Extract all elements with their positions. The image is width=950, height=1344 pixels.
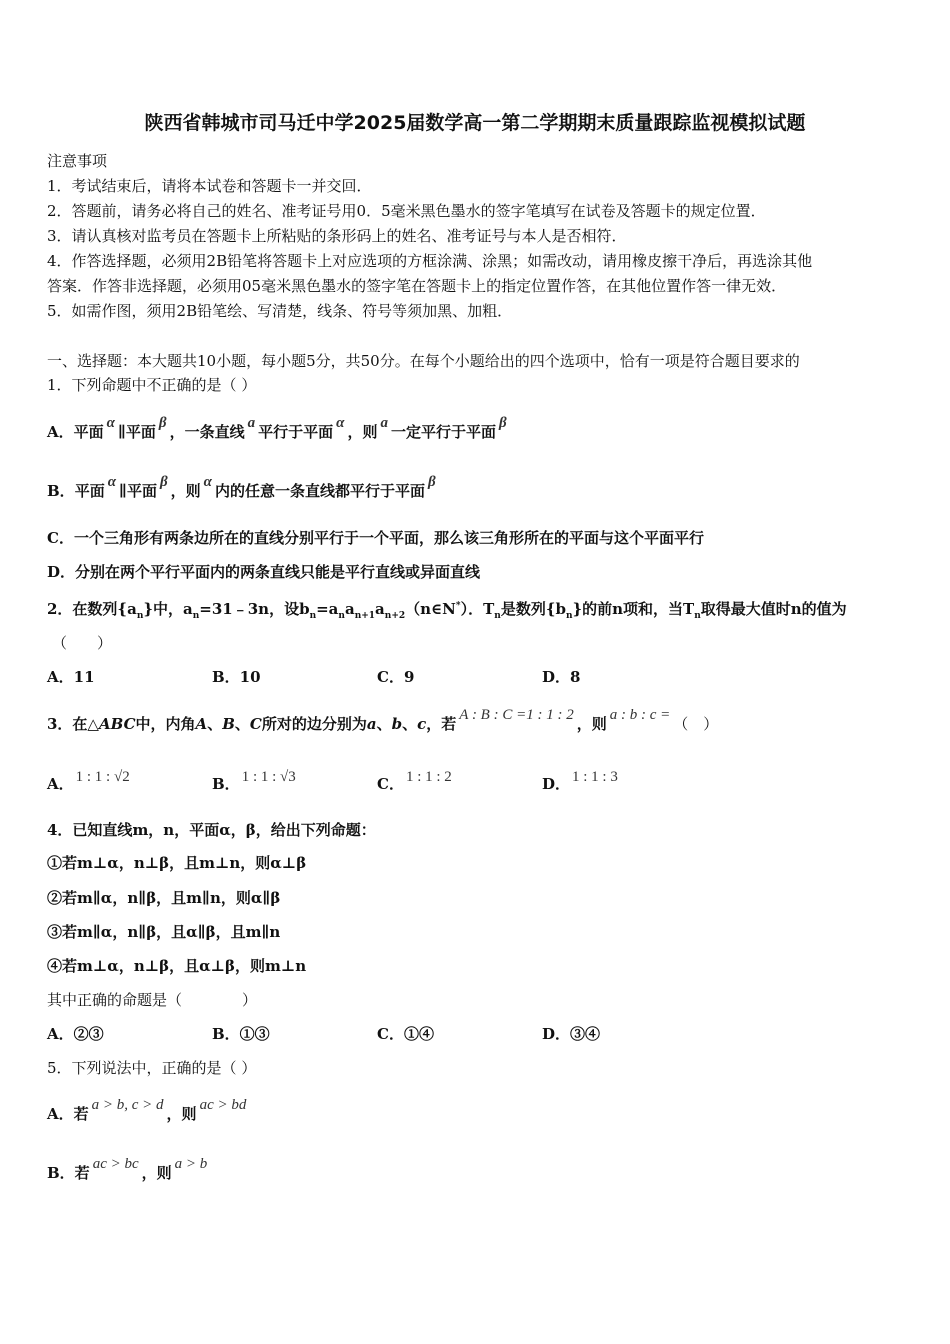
q4-proposition: ①若m⊥α，n⊥β，且m⊥n，则α⊥β xyxy=(47,854,307,872)
q4-proposition: ④若m⊥α，n⊥β，且α⊥β，则m⊥n xyxy=(47,957,307,975)
note-item: 5．如需作图，须用2B铅笔绘、写清楚，线条、符号等须加黑、加粗． xyxy=(47,302,513,320)
q3-option-d: D． 1 : 1 : 3 xyxy=(542,769,618,793)
q1-option-d: D．分别在两个平行平面内的两条直线只能是平行直线或异面直线 xyxy=(47,563,481,581)
page-title: 陕西省韩城市司马迁中学2025届数学高一第二学期期末质量跟踪监视模拟试题 xyxy=(144,112,806,134)
note-item: 3．请认真核对监考员在答题卡上所粘贴的条形码上的姓名、准考证号与本人是否相符． xyxy=(47,227,627,245)
section-heading: 一、选择题：本大题共10小题，每小题5分，共50分。在每个小题给出的四个选项中，恰有一项是符合题目要求的 xyxy=(47,352,800,370)
q3-option-a: A． 1 : 1 : √2 xyxy=(47,769,130,793)
question-2-paren: （ ） xyxy=(52,634,113,652)
question-4-stem: 4．已知直线m，n，平面α，β，给出下列命题： xyxy=(47,821,376,839)
q4-option-a: A．②③ xyxy=(47,1025,104,1043)
q3-option-c: C． 1 : 1 : 2 xyxy=(377,769,452,793)
q4-proposition: ③若m∥α，n∥β，且α∥β，且m∥n xyxy=(47,923,281,941)
q4-option-b: B．①③ xyxy=(212,1025,270,1043)
note-item: 2．答题前，请务必将自己的姓名、准考证号用0．5毫米黑色墨水的签字笔填写在试卷及答题卡的规定位置． xyxy=(47,202,766,220)
note-item: 4．作答选择题，必须用2B铅笔将答题卡上对应选项的方框涂满、涂黑；如需改动，请用橡皮擦干净后，再选涂其他 xyxy=(47,252,813,270)
notes-heading: 注意事项 xyxy=(47,152,108,170)
q2-option-a: A．11 xyxy=(47,668,95,686)
question-2-stem: 2．在数列$\{a_n\}$中，$a_n=31﹣3n$，设$b_n=a_na_{n+1}a_{n+2}(n\in N^*)$．$T_n$是数列$\{b_n\}$的前n项和，当$T_n$取得最大值时n的值为 xyxy=(47,600,847,621)
q4-option-c: C．①④ xyxy=(377,1025,434,1043)
q1-option-a: A．平面 α ∥平面 β ，一条直线 a 平行于平面 α ，则 a 一定平行于平面 β xyxy=(47,415,507,441)
note-item: 1．考试结束后，请将本试卷和答题卡一并交回． xyxy=(47,177,372,195)
q3-option-b: B． 1 : 1 : √3 xyxy=(212,769,296,793)
question-4-ask: 其中正确的命题是（ ） xyxy=(47,991,258,1009)
note-item: 答案．作答非选择题，必须用05毫米黑色墨水的签字笔在答题卡上的指定位置作答，在其他位置作答一律无效． xyxy=(47,277,787,295)
question-1-stem: 1．下列命题中不正确的是（ ） xyxy=(47,376,257,394)
question-3-stem: 3．在△ABC中，内角A、B、C所对的边分别为a、b、c，若 A : B : C =1 : 1 : 2 ，则 a : b : c = （ ） xyxy=(47,707,719,733)
q1-option-b: B．平面 α ∥平面 β ，则 α 内的任意一条直线都平行于平面 β xyxy=(47,474,436,500)
q2-option-b: B．10 xyxy=(212,668,261,686)
q4-proposition: ②若m∥α，n∥β，且m∥n，则α∥β xyxy=(47,889,281,907)
q5-option-b: B．若 ac > bc ，则 a > b xyxy=(47,1156,208,1182)
question-5-stem: 5．下列说法中，正确的是（ ） xyxy=(47,1059,257,1077)
q2-option-c: C．9 xyxy=(377,668,415,686)
q4-option-d: D．③④ xyxy=(542,1025,601,1043)
q2-option-d: D．8 xyxy=(542,668,581,686)
q1-option-c: C．一个三角形有两条边所在的直线分别平行于一个平面，那么该三角形所在的平面与这个平面平行 xyxy=(47,529,704,547)
q5-option-a: A．若 a > b, c > d ，则 ac > bd xyxy=(47,1097,247,1123)
